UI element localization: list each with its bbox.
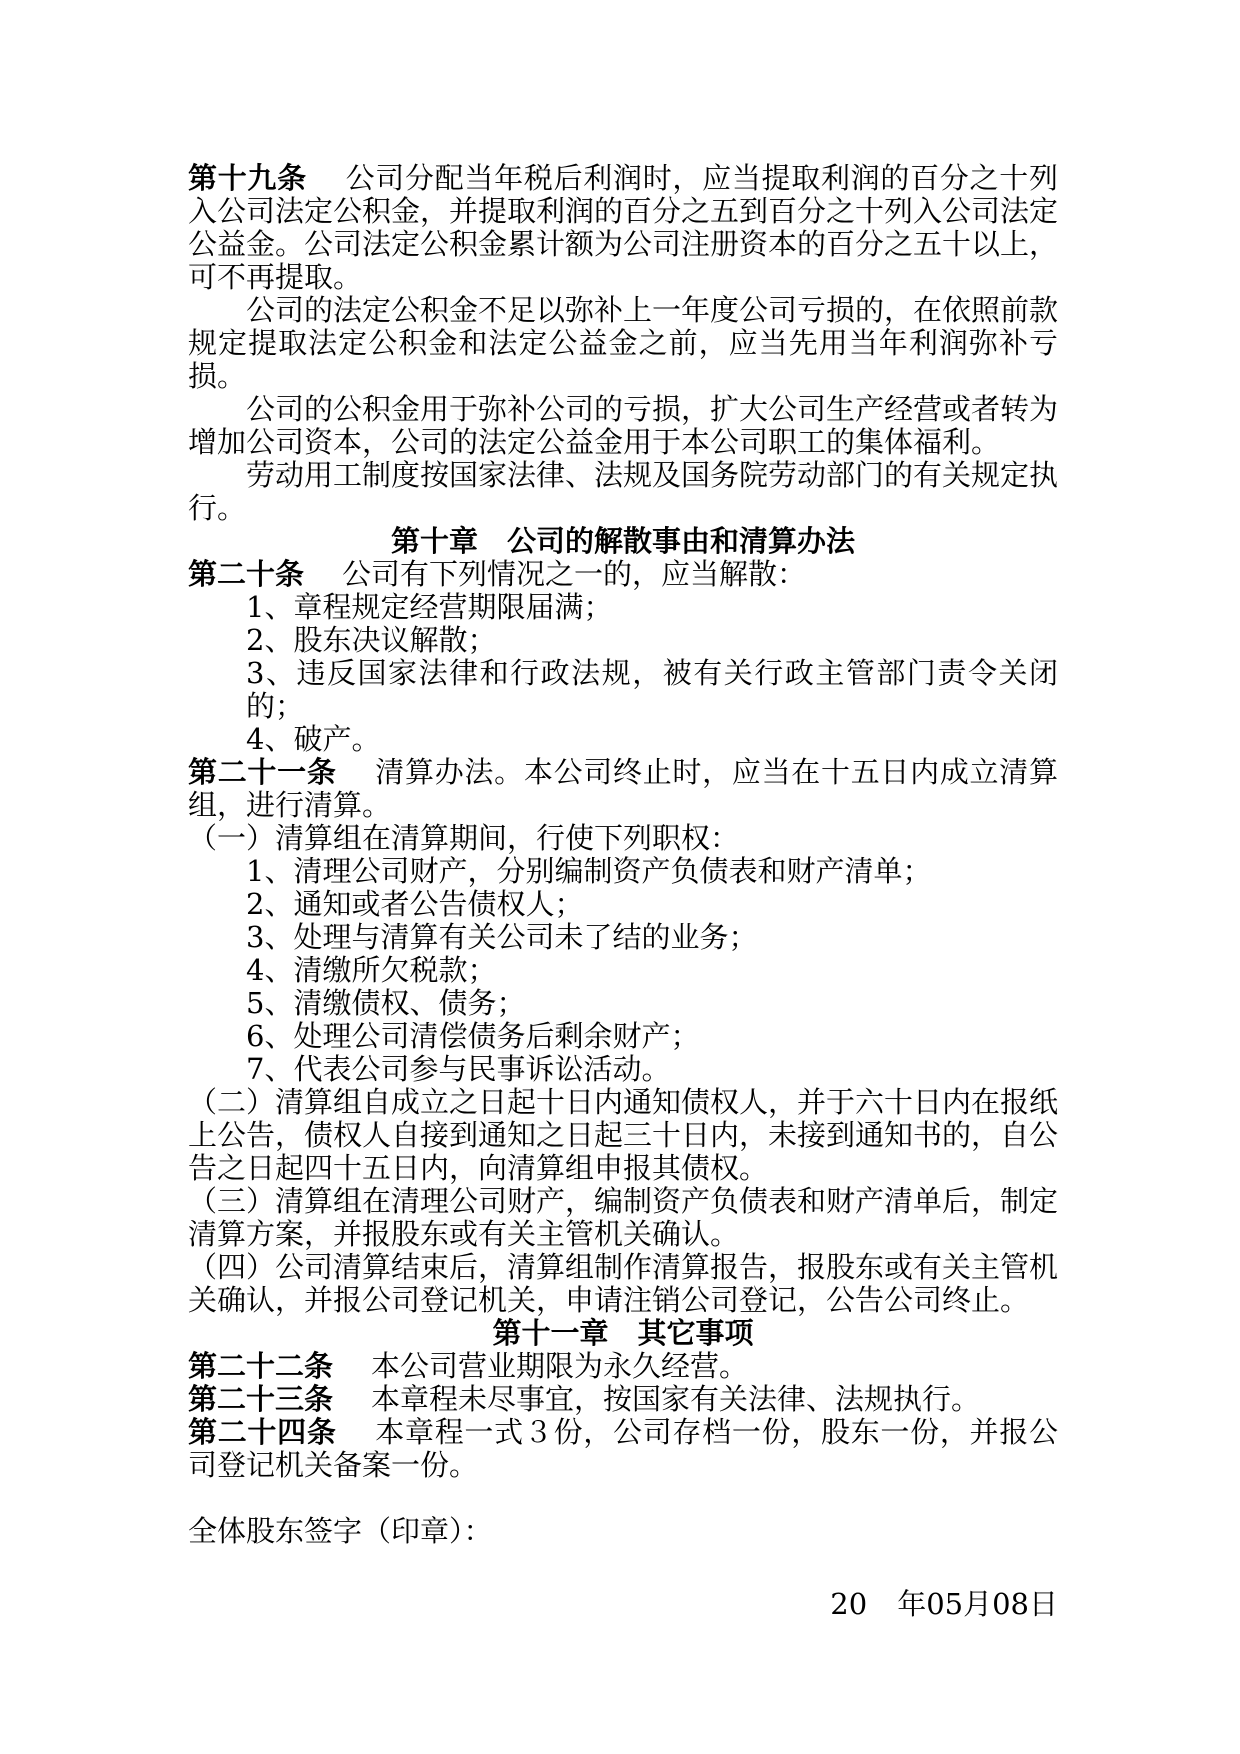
article-21-item: 4、清缴所欠税款； [246,953,497,987]
article-21-title: 第二十一条 [188,755,337,789]
article-24-title: 第二十四条 [188,1415,337,1449]
article-21-item: 2、通知或者公告债权人； [246,887,584,921]
article-19-para-4: 劳动用工制度按国家法律、法规及国务院劳动部门的有关规定执行。 [188,458,1059,525]
article-23-para [188,1383,1058,1416]
document-page [188,162,1058,1621]
article-21-sub-3: （三）清算组在清理公司财产，编制资产负债表和财产清单后，制定清算方案，并报股东或有关主管机关确认。 [188,1184,1059,1251]
article-20-item: 1、章程规定经营期限届满； [246,590,613,624]
article-21-item: 6、处理公司清偿债务后剩余财产； [246,1019,700,1053]
article-21-item: 1、清理公司财产，分别编制资产负债表和财产清单； [246,854,932,888]
article-20-para [188,558,1058,591]
article-22-text: 本公司营业期限为永久经营。 [371,1349,749,1383]
article-21-para [188,756,1058,822]
article-20-item: 4、破产。 [246,722,381,756]
article-21-item: 5、清缴债权、债务； [246,986,526,1020]
article-23-text: 本章程未尽事宜，按国家有关法律、法规执行。 [371,1382,981,1416]
article-21-sub-1: （一）清算组在清算期间，行使下列职权： [188,821,740,855]
article-19-para-1 [188,162,1058,294]
article-20-title: 第二十条 [188,557,305,591]
article-24-para [188,1416,1058,1482]
chapter-10-heading: 第十章 公司的解散事由和清算办法 [390,524,855,558]
article-19-title: 第十九条 [188,161,307,195]
article-21-sub-4: （四）公司清算结束后，清算组制作清算报告，报股东或有关主管机关确认，并报公司登记机关，申请注销公司登记，公告公司终止。 [188,1250,1059,1317]
article-20-text: 公司有下列情况之一的，应当解散： [342,557,807,591]
chapter-11-heading: 第十一章 其它事项 [492,1316,754,1350]
date-rest: 年05月08日 [897,1587,1058,1621]
article-20-item: 3、违反国家法律和行政法规，被有关行政主管部门责令关闭的； [246,656,1058,723]
article-22-para [188,1350,1058,1383]
article-21-sub-2: （二）清算组自成立之日起十日内通知债权人，并于六十日内在报纸上公告，债权人自接到通知之日起三十日内，未接到通知书的，自公告之日起四十五日内，向清算组申报其债权。 [188,1085,1059,1185]
article-24-text: 本章程一式３份，公司存档一份，股东一份，并报公司登记机关备案一份。 [188,1415,1058,1482]
article-19-para-3: 公司的公积金用于弥补公司的亏损，扩大公司生产经营或者转为增加公司资本，公司的法定公益金用于本公司职工的集体福利。 [188,392,1059,459]
article-22-title: 第二十二条 [188,1349,334,1383]
article-19-para-2: 公司的法定公积金不足以弥补上一年度公司亏损的，在依照前款规定提取法定公积金和法定公益金之前，应当先用当年利润弥补亏损。 [188,293,1059,393]
signature-line: 全体股东签字（印章）： [188,1514,493,1548]
article-21-item: 7、代表公司参与民事诉讼活动。 [246,1052,671,1086]
article-23-title: 第二十三条 [188,1382,334,1416]
article-20-item: 2、股东决议解散； [246,623,497,657]
article-19-text: 公司分配当年税后利润时，应当提取利润的百分之十列入公司法定公积金，并提取利润的百分之五到百分之十列入公司法定公益金。公司法定公积金累计额为公司注册资本的百分之五十以上，可不再提取。 [188,161,1059,294]
date-line [188,1588,1058,1621]
article-21-item: 3、处理与清算有关公司未了结的业务； [246,920,758,954]
article-21-text: 清算办法。本公司终止时，应当在十五日内成立清算组，进行清算。 [188,755,1058,822]
date-year: 20 [830,1587,868,1621]
